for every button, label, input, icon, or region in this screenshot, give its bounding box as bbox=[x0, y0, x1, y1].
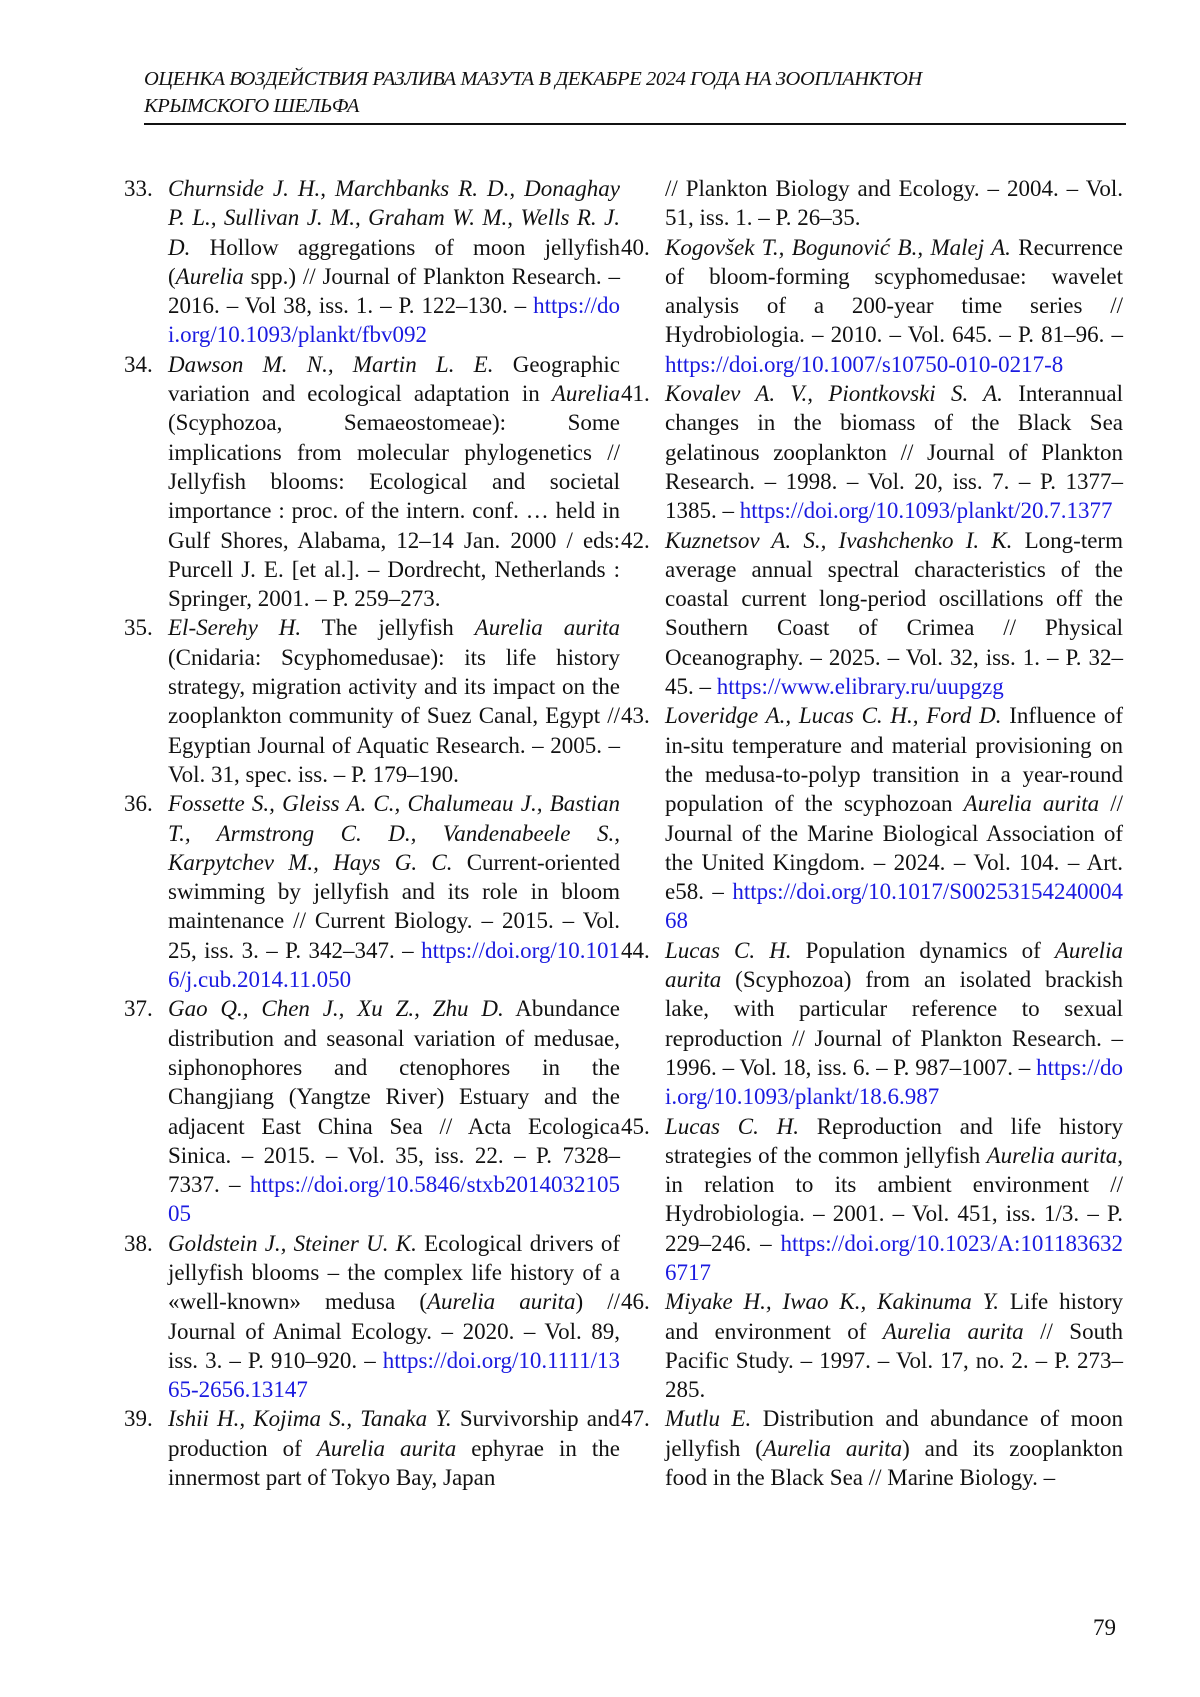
italic-text: Miyake H., Iwao K., Kakinuma Y. bbox=[665, 1289, 1000, 1315]
reference-item bbox=[124, 613, 620, 789]
reference-text: The jellyfish bbox=[301, 615, 475, 641]
reference-text: Distribution and abundance of moon jellyfish ( bbox=[665, 1406, 1123, 1461]
reference-number: 43. bbox=[621, 703, 650, 729]
reference-text: (Scyphozoa, Semaeostomeae): Some implications from molecular phylogenetics // Jellyfish blooms: Ecological and societal importance : proc. of the intern. conf. … held in Gulf Shores, Alabama, 12–14 Jan. 2000 / eds: Purcell J. E. [et al.]. – Dordrecht, Netherlands : Springer, 2001. – P. 259–273. bbox=[168, 410, 620, 612]
reference-continuation bbox=[665, 174, 1123, 233]
italic-text: Goldstein J., Steiner U. K. bbox=[168, 1230, 417, 1256]
reference-number: 35. bbox=[124, 615, 153, 641]
references-right-column bbox=[621, 174, 1124, 1492]
italic-text: Fossette S., Gleiss A. C., Chalumeau J., Bastian T., Armstrong C. D., Vandenabeele S., Karpytchev M., Hays G. C. bbox=[168, 791, 620, 875]
reference-item bbox=[621, 1287, 1123, 1404]
reference-text: // Journal of the Marine Biological Association of the United Kingdom. – 2024. – Vol. 104. – Art. e58. – bbox=[665, 791, 1124, 905]
italic-text: Aurelia bbox=[551, 381, 620, 407]
reference-text: Interannual changes in the biomass of the Black Sea gelatinous zooplankton // Journal of Plankton Research. – 1998. – Vol. 20, iss. 7. – P. 1377–1385. – bbox=[665, 381, 1123, 524]
italic-text: Aurelia aurita bbox=[665, 937, 1123, 993]
reference-text: Reproduction and life history strategies of the common jellyfish bbox=[665, 1113, 1123, 1168]
italic-text: Mutlu E. bbox=[665, 1406, 752, 1432]
reference-number: 40. bbox=[621, 234, 650, 260]
header-rule bbox=[144, 123, 1126, 125]
reference-text: ) and its zooplankton food in the Black Sea // Marine Biology. – bbox=[665, 1435, 1124, 1491]
italic-text: Gao Q., Chen J., Xu Z., Zhu D. bbox=[168, 996, 504, 1022]
reference-text: Abundance distribution and seasonal variation of medusae, siphonophores and ctenophores in the Changjiang (Yangtze River) Estuary and the adjacent East China Sea // Acta Ecologica Sinica. – 2015. – Vol. 35, iss. 22. – P. 7328–7337. – bbox=[168, 996, 620, 1198]
reference-number: 37. bbox=[124, 996, 153, 1022]
reference-text: Survivorship and production of bbox=[168, 1406, 620, 1461]
running-header-line-1: ОЦЕНКА ВОЗДЕЙСТВИЯ РАЗЛИВА МАЗУТА В ДЕКАБРЕ 2024 ГОДА НА ЗООПЛАНКТОН bbox=[144, 68, 922, 90]
reference-number: 38. bbox=[124, 1230, 153, 1256]
doi-link[interactable]: https://doi.org/10.1093/plankt/fbv092 bbox=[168, 293, 620, 348]
doi-link[interactable]: https://doi.org/10.1093/plankt/18.6.987 bbox=[665, 1054, 1123, 1110]
reference-number: 42. bbox=[621, 527, 650, 553]
italic-text: Aurelia aurita bbox=[316, 1435, 457, 1461]
reference-item bbox=[124, 994, 620, 1228]
italic-text: El-Serehy H. bbox=[168, 615, 302, 641]
reference-text: Life history and environment of bbox=[665, 1289, 1123, 1344]
reference-item bbox=[124, 1229, 621, 1405]
italic-text: Aurelia aurita bbox=[474, 615, 620, 641]
reference-item bbox=[124, 789, 620, 994]
reference-item bbox=[621, 526, 1123, 702]
italic-text: Dawson M. N., Martin L. E. bbox=[168, 351, 494, 377]
reference-number: 39. bbox=[124, 1406, 153, 1432]
reference-number: 47. bbox=[621, 1406, 650, 1432]
italic-text: Aurelia aurita bbox=[986, 1142, 1118, 1168]
running-header-line-2: КРЫМСКОГО ШЕЛЬФА bbox=[144, 95, 360, 117]
reference-text: Influence of in-situ temperature and material provisioning on the medusa-to-polyp transition in a year-round population of the scyphozoan bbox=[665, 703, 1123, 817]
italic-text: Lucas C. H. bbox=[665, 1113, 799, 1139]
italic-text: Kuznetsov A. S., Ivashchenko I. K. bbox=[665, 527, 1013, 553]
doi-link[interactable]: https://www.elibrary.ru/uupgzg bbox=[716, 674, 1004, 700]
reference-number: 45. bbox=[621, 1113, 650, 1139]
italic-text: Aurelia aurita bbox=[963, 791, 1100, 817]
italic-text: Kovalev A. V., Piontkovski S. A. bbox=[665, 381, 1003, 407]
reference-number: 36. bbox=[124, 791, 153, 817]
reference-item bbox=[124, 174, 620, 350]
reference-item bbox=[621, 1404, 1124, 1492]
reference-text: Recurrence of bloom-forming scyphomedusae: wavelet analysis of a 200-year time series // Hydrobiologia. – 2010. – Vol. 645. – P. 81–96. – bbox=[665, 234, 1123, 348]
italic-text: Kogovšek T., Bogunović B., Malej A. bbox=[665, 234, 1011, 260]
reference-item bbox=[124, 1404, 620, 1492]
doi-link[interactable]: https://doi.org/10.1111/1365-2656.13147 bbox=[168, 1347, 620, 1403]
reference-text: Hollow aggregations of moon jellyfish ( bbox=[168, 234, 620, 289]
reference-number: 46. bbox=[621, 1289, 650, 1315]
reference-item bbox=[124, 350, 620, 614]
running-header bbox=[144, 66, 1124, 120]
reference-item bbox=[621, 701, 1124, 935]
reference-number: 44. bbox=[621, 937, 650, 963]
italic-text: Churnside J. H., Marchbanks R. D., Donaghay P. L., Sullivan J. M., Graham W. M., Wells R. J. D. bbox=[168, 176, 620, 260]
reference-item bbox=[621, 936, 1123, 1112]
doi-link[interactable]: https://doi.org/10.1016/j.cub.2014.11.050 bbox=[168, 937, 620, 993]
doi-link[interactable]: https://doi.org/10.5846/stxb201403210505 bbox=[168, 1172, 620, 1227]
reference-text: Geographic variation and ecological adaptation in bbox=[168, 351, 620, 407]
doi-link[interactable]: https://doi.org/10.1017/S0025315424000468 bbox=[665, 879, 1123, 934]
reference-text: Long-term average annual spectral characteristics of the coastal current long-period oscillations off the Southern Coast of Crimea // Physical Oceanography. – 2025. – Vol. 32, iss. 1. – P. 32–45. – bbox=[665, 527, 1123, 700]
italic-text: Lucas C. H. bbox=[665, 937, 792, 963]
reference-text: (Cnidaria: Scyphomedusae): its life history strategy, migration activity and its impact on the zooplankton community of Suez Canal, Egypt // Egyptian Journal of Aquatic Research. – 2005. – Vol. 31, spec. iss. – P. 179–190. bbox=[168, 644, 620, 787]
doi-link[interactable]: https://doi.org/10.1007/s10750-010-0217-8 bbox=[665, 351, 1064, 377]
reference-text: spp.) // Journal of Plankton Research. – 2016. – Vol 38, iss. 1. – P. 122–130. – bbox=[168, 263, 620, 319]
doi-link[interactable]: https://doi.org/10.1023/A:1011836326717 bbox=[665, 1230, 1123, 1285]
italic-text: Loveridge A., Lucas C. H., Ford D. bbox=[665, 703, 1002, 729]
reference-number: 33. bbox=[124, 176, 153, 201]
reference-item bbox=[621, 1112, 1123, 1288]
reference-text: Current-oriented swimming by jellyfish and its role in bloom maintenance // Current Biology. – 2015. – Vol. 25, iss. 3. – P. 342–347. – bbox=[168, 849, 620, 963]
reference-text: , in relation to its ambient environment // Hydrobiologia. – 2001. – Vol. 451, iss. 1/3. – P. 229–246. – bbox=[665, 1142, 1123, 1256]
italic-text: Aurelia aurita bbox=[426, 1289, 576, 1315]
reference-text: Ecological drivers of jellyfish blooms – the complex life history of a «well-known» medusa ( bbox=[168, 1230, 621, 1315]
reference-text: ephyrae in the innermost part of Tokyo Bay, Japan bbox=[168, 1435, 620, 1491]
reference-item bbox=[621, 233, 1123, 379]
reference-item bbox=[621, 379, 1123, 525]
reference-text: (Scyphozoa) from an isolated brackish lake, with particular reference to sexual reproduction // Journal of Plankton Research. – 1996. – Vol. 18, iss. 6. – P. 987–1007. – bbox=[665, 967, 1123, 1080]
page-number: 79 bbox=[1093, 1615, 1116, 1640]
reference-number: 34. bbox=[124, 351, 153, 377]
references-left-column bbox=[124, 174, 621, 1492]
doi-link[interactable]: https://doi.org/10.1093/plankt/20.7.1377 bbox=[739, 498, 1113, 524]
reference-text: // Plankton Biology and Ecology. – 2004. – Vol. 51, iss. 1. – P. 26–35. bbox=[665, 176, 1123, 231]
reference-number: 41. bbox=[621, 381, 650, 407]
reference-text: Population dynamics of bbox=[791, 937, 1055, 963]
reference-text: // South Pacific Study. – 1997. – Vol. 17, no. 2. – P. 273–285. bbox=[665, 1318, 1123, 1403]
italic-text: Aurelia aurita bbox=[762, 1435, 903, 1461]
reference-text: ) // Journal of Animal Ecology. – 2020. – Vol. 89, iss. 3. – P. 910–920. – bbox=[168, 1289, 620, 1373]
italic-text: Aurelia aurita bbox=[882, 1318, 1024, 1344]
italic-text: Ishii H., Kojima S., Tanaka Y. bbox=[168, 1406, 452, 1432]
italic-text: Aurelia bbox=[175, 263, 244, 289]
